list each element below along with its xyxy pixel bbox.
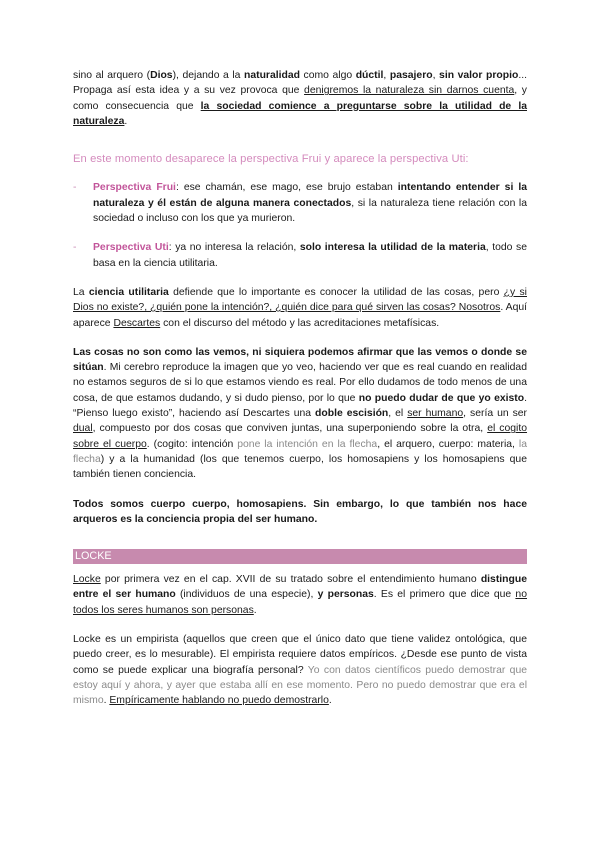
paragraph-ciencia-utilitaria: La ciencia utilitaria defiende que lo importante es conocer la utilidad de las cosas, pero ¿y si Dios no existe?, ¿quién pone la intención?, ¿quién dice para qué sirven las cosas? Nosotros. Aquí aparece Descartes con el discurso del método y las acreditaciones metafísicas. [73,286,528,329]
paragraph-descartes: Las cosas no son como las vemos, ni siquiera podemos afirmar que las vemos o donde se sitúan. Mi cerebro reproduce la imagen que yo veo, haciendo ver que es real cuando en realidad no estamos seguros de si lo que estamos viendo es real. Por ello dudamos de todo menos de una cosa, de que estamos dudando, y si dudo pienso, por lo que no puedo dudar de que yo existo. “Pienso luego existo”, haciendo así Descartes una doble escisión, el ser humano, sería un ser dual, compuesto por dos cosas que conviven juntas, una superponiendo sobre la otra, el cogito sobre el cuerpo. (cogito: intención pone la intención en la flecha, el arquero, cuerpo: materia, la flecha) y a la humanidad (los que tenemos cuerpo, los homosapiens y los homosapiens que también tienen conciencia. [73,346,528,481]
bullet-uti: - Perspectiva Uti: ya no interesa la relación, solo interesa la utilidad de la materia, todo se basa en la ciencia utilitaria. [73,242,527,269]
paragraph-locke-empirista: Locke es un empirista (aquellos que creen que el único dato que tiene validez ontológica, que puedo creer, es lo mesurable). El empirista requiere datos empíricos. ¿Desde ese punto de vista como se puede explicar una biografía personal? Yo con datos científicos puedo demostrar que estoy aquí y ahora, y ayer que estaba allí en ese momento. Pero no puedo demostrar que era el mismo. Empíricamente hablando no puedo demostrarlo. [73,634,527,707]
paragraph-homosapiens: Todos somos cuerpo cuerpo, homosapiens. Sin embargo, lo que también nos hace arqueros es la conciencia propia del ser humano. [73,498,527,525]
paragraph-locke-personas: Locke por primera vez en el cap. XVII de su tratado sobre el entendimiento humano distingue entre el ser humano (individuos de una especie), y personas. Es el primero que dice que no todos los seres humanos son personas. [73,574,527,616]
section-heading-perspectives: En este momento desaparece la perspectiva Frui y aparece la perspectiva Uti: [73,153,469,166]
section-bar-locke: LOCKE [73,549,527,564]
bullet-frui: - Perspectiva Frui: ese chamán, ese mago, ese brujo estaban intentando entender si la naturaleza y él están de alguna manera conectados, si la naturaleza tiene relación con la sociedad o incluso con los que ya murieron. [73,182,528,225]
document-body [73,68,527,709]
paragraph-arquero: sino al arquero (Dios), dejando a la naturalidad como algo dúctil, pasajero, sin valor propio... Propaga así esta idea y a su vez provoca que denigremos la naturaleza sin darnos cuenta, y como consecuencia que la sociedad comience a preguntarse sobre la utilidad de la naturaleza. [73,70,527,127]
